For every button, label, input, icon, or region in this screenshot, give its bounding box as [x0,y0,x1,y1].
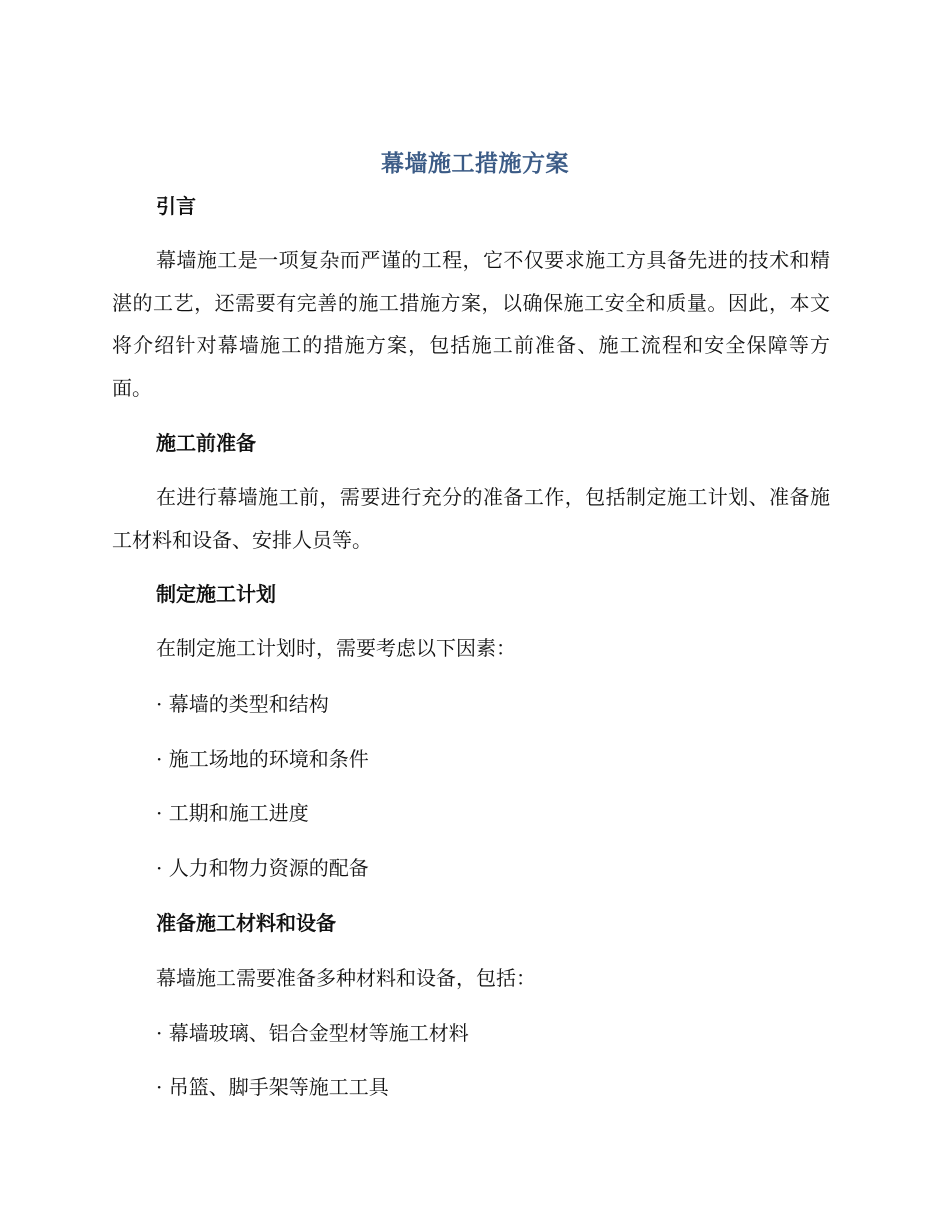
heading-intro: 引言 [156,194,196,218]
list-item: · 幕墙玻璃、铝合金型材等施工材料 [156,1021,469,1045]
paragraph-intro: 幕墙施工是一项复杂而严谨的工程，它不仅要求施工方具备先进的技术和精湛的工艺，还需要有完善的施工措施方案，以确保施工安全和质量。因此，本文将介绍针对幕墙施工的措施方案，包括施工前准备、施工流程和安全保障等方面。 [112,248,830,400]
list-item: · 人力和物力资源的配备 [156,856,369,880]
heading-preparation: 施工前准备 [156,431,256,455]
paragraph-preparation: 在进行幕墙施工前，需要进行充分的准备工作，包括制定施工计划、准备施工材料和设备、安排人员等。 [112,485,830,552]
materials-intro-text: 幕墙施工需要准备多种材料和设备，包括： [156,966,536,990]
list-item: · 施工场地的环境和条件 [156,747,369,771]
heading-materials-equipment: 准备施工材料和设备 [156,911,336,935]
list-item: · 幕墙的类型和结构 [156,692,329,716]
heading-construction-plan: 制定施工计划 [156,582,276,606]
plan-intro-text: 在制定施工计划时，需要考虑以下因素： [156,636,516,660]
list-item: · 吊篮、脚手架等施工工具 [156,1075,389,1099]
document-title: 幕墙施工措施方案 [381,151,569,177]
list-item: · 工期和施工进度 [156,801,309,825]
